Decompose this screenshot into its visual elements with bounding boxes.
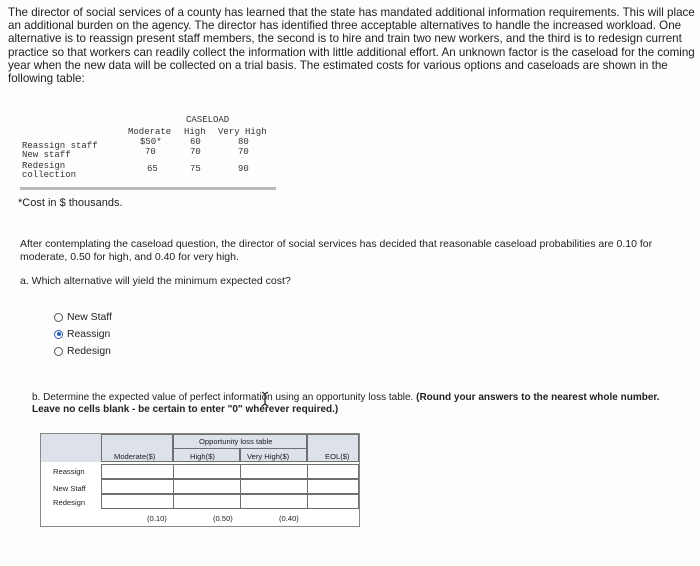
cell-redesign-moderate: 65 [147,164,158,174]
row-label-new-staff: New Staff [53,484,86,493]
question-b-text: b. Determine the expected value of perfect information using an opportunity loss table. [32,392,414,403]
input-newstaff-eol[interactable] [307,479,359,494]
question-b-instructions: (Round your answers to the nearest whole number. Leave no cells blank - be certain to enter "0" wherever required.) [32,392,660,416]
radio-reassign[interactable] [54,330,63,339]
probabilities-text: After contemplating the caseload question, the director of social services has decided that reasonable caseload probabilities are 0.10 for moderate, 0.50 for high, and 0.40 for very high. [20,238,653,263]
row-label-redesign-2: collection [22,170,77,180]
row-label-redesign: Redesign [53,498,86,507]
radio-new-staff[interactable] [54,313,63,322]
table-bottom-rule [20,187,276,190]
header-box-moderate [101,434,173,462]
input-newstaff-very-high[interactable] [240,479,308,494]
header-box-title [173,434,307,448]
input-reassign-high[interactable] [173,464,241,479]
input-redesign-very-high[interactable] [240,494,308,509]
input-newstaff-moderate[interactable] [101,479,174,494]
cost-footnote: *Cost in $ thousands. [18,197,123,209]
cell-redesign-veryhigh: 90 [238,164,249,174]
cell-newstaff-high: 70 [190,147,201,157]
header-box-eol [307,434,359,462]
question-a: a. Which alternative will yield the minimum expected cost? [20,275,291,287]
radio-redesign[interactable] [54,347,63,356]
row-label-reassign: Reassign staff [22,141,98,151]
problem-intro: The director of social services of a county has learned that the state has mandated additional information requirements. This will place an additional burden on the agency. The director has identified three acceptable alternatives to handle the increased workload. One alternative is to reassign present staff members, the second is to hire and train two new workers, and the third is to redesign current practice so that workers can readily collect the information with little additional effort. An unknown factor is the caseload for the coming year when the new data will be collected on a trial basis. The estimated costs for various options and caseloads are shown in the following table: [8,6,695,86]
input-redesign-eol[interactable] [307,494,359,509]
prob-high: (0.50) [213,514,233,523]
option-label: Reassign [67,328,111,340]
input-redesign-high[interactable] [173,494,241,509]
cell-newstaff-veryhigh: 70 [238,147,249,157]
table-title: Opportunity loss table [199,437,273,446]
col-high: High($) [190,452,215,461]
caseload-title: CASELOAD [186,115,230,125]
cell-newstaff-moderate: 70 [145,147,156,157]
row-label-reassign: Reassign [53,467,85,476]
option-label: Redesign [67,345,111,357]
cell-reassign-moderate: $50* [140,137,162,147]
col-moderate: Moderate [128,127,172,137]
option-new-staff[interactable] [54,309,112,325]
option-label: New Staff [67,311,112,323]
cell-reassign-high: 60 [190,137,201,147]
cell-redesign-high: 75 [190,164,201,174]
text-cursor-icon [260,391,270,407]
question-b [32,392,672,417]
input-reassign-very-high[interactable] [240,464,308,479]
col-very-high: Very High [218,127,267,137]
col-very-high: Very High($) [247,452,290,461]
cell-reassign-veryhigh: 80 [238,137,249,147]
row-label-newstaff: New staff [22,150,71,160]
col-moderate: Moderate($) [114,452,156,461]
option-redesign[interactable] [54,343,111,359]
input-redesign-moderate[interactable] [101,494,174,509]
header-box-high [173,448,240,462]
option-reassign[interactable] [54,326,110,342]
input-reassign-eol[interactable] [307,464,359,479]
row-label-redesign: Redesign [22,161,66,171]
col-eol: EOL($) [325,452,350,461]
prob-very-high: (0.40) [279,514,299,523]
caseload-table [14,114,276,194]
opportunity-loss-table [40,433,360,527]
header-box-very-high [240,448,307,462]
col-high: High [184,127,206,137]
input-reassign-moderate[interactable] [101,464,174,479]
prob-moderate: (0.10) [147,514,167,523]
input-newstaff-high[interactable] [173,479,241,494]
